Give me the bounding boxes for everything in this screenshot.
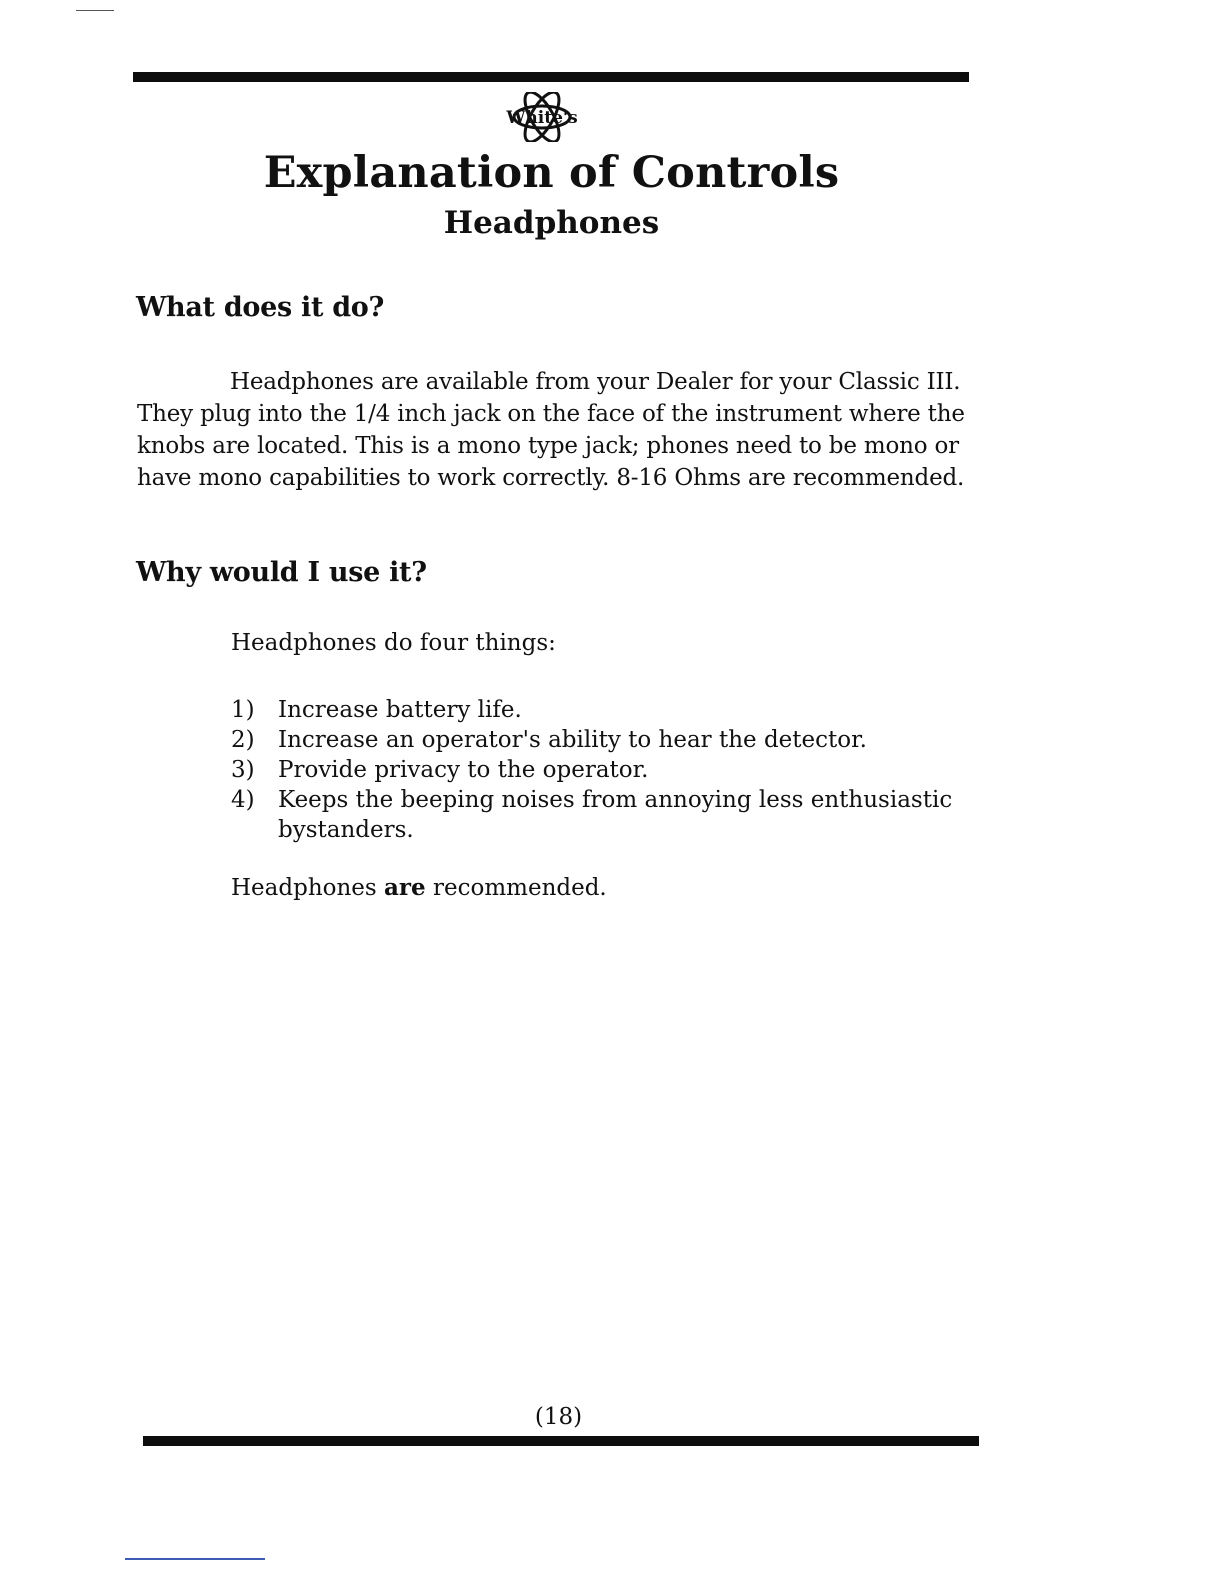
closing-emphasis: are <box>384 874 426 901</box>
closing-before: Headphones <box>231 875 377 901</box>
closing-after: recommended. <box>433 875 607 901</box>
list-item-number: 4) <box>231 787 255 813</box>
section-heading: What does it do? <box>136 292 385 323</box>
list-item <box>231 725 961 755</box>
list-item <box>231 695 961 725</box>
closing-line <box>231 874 607 901</box>
list-item-number: 3) <box>231 757 255 783</box>
numbered-list <box>231 695 961 845</box>
page-subtitle: Headphones <box>443 205 660 241</box>
scan-mark <box>76 10 114 11</box>
list-item-text: Increase an operator's ability to hear the detector. <box>278 727 867 753</box>
list-item <box>231 755 961 785</box>
page-number: (18) <box>534 1404 583 1430</box>
list-intro: Headphones do four things: <box>231 630 556 656</box>
list-item-text: Increase battery life. <box>278 697 522 723</box>
svg-text:White's: White's <box>506 108 578 128</box>
list-item <box>231 785 961 845</box>
top-rule <box>133 72 969 82</box>
list-item-text: Provide privacy to the operator. <box>278 757 649 783</box>
list-item-number: 1) <box>231 697 255 723</box>
whites-logo-icon <box>497 92 587 142</box>
paragraph-text: Headphones are available from your Dealer for your Classic III. They plug into the 1/4 inch jack on the face of the instrument where the knobs are located. This is a mono type jack; phones need to be mono or have mono capabilities to work correctly. 8-16 Ohms are recommended. <box>137 369 965 491</box>
list-item-text: Keeps the beeping noises from annoying less enthusiastic bystanders. <box>278 787 953 843</box>
section-heading: Why would I use it? <box>136 557 427 588</box>
section-paragraph <box>137 366 967 494</box>
bottom-rule <box>143 1436 979 1446</box>
list-item-number: 2) <box>231 727 255 753</box>
scan-mark <box>125 1558 265 1560</box>
page-title: Explanation of Controls <box>263 148 840 198</box>
